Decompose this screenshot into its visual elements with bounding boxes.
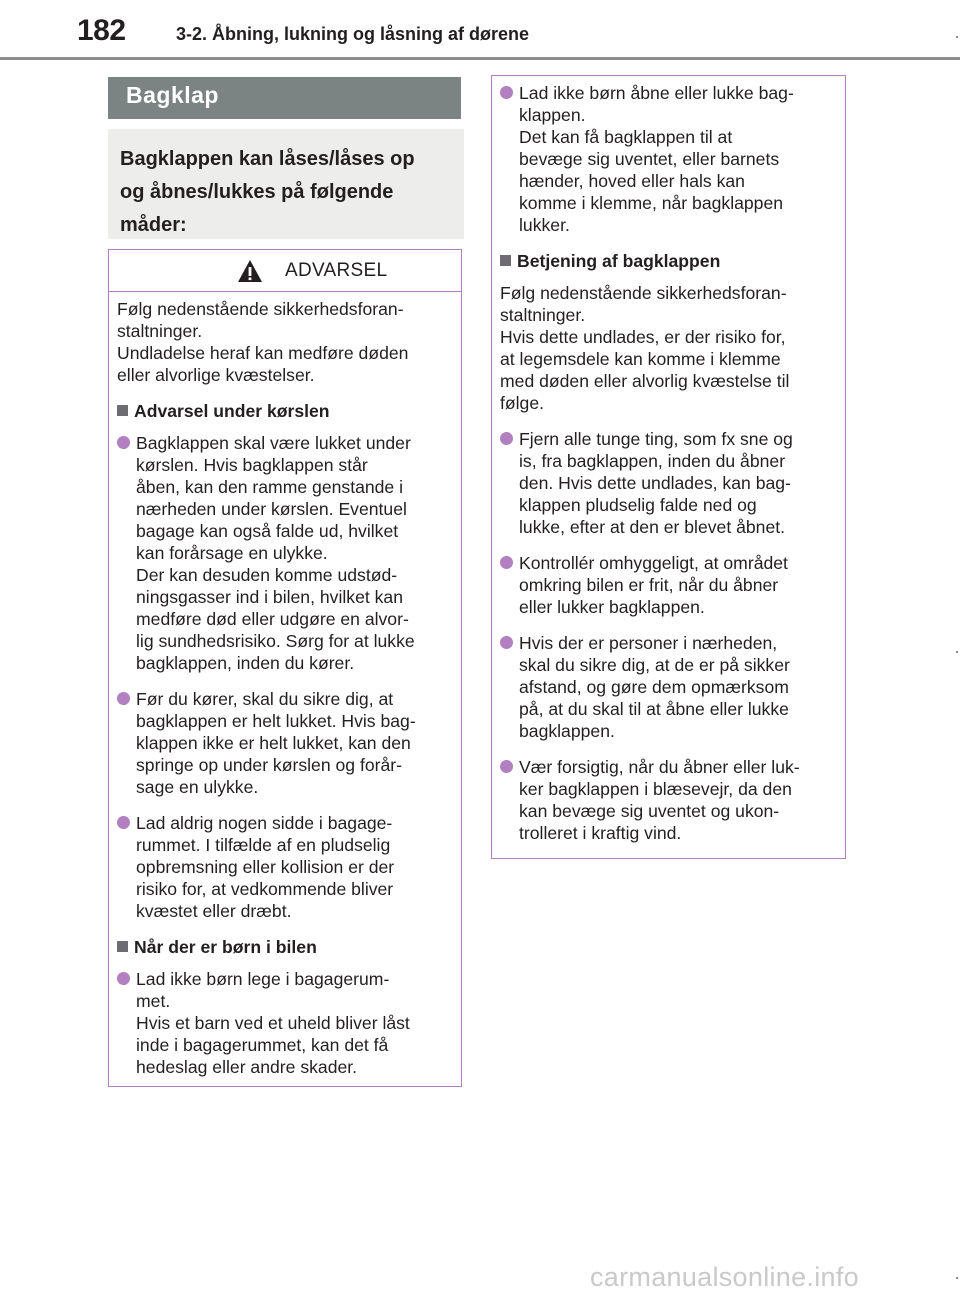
edge-mark [956, 1277, 958, 1279]
text-line: Følg nedenstående sikkerhedsforan- [117, 299, 404, 319]
text-line: åben, kan den ramme genstande i [136, 477, 404, 497]
text-line: klappen pludselig falde ned og [519, 495, 757, 515]
text-line: afstand, og gøre dem opmærksom [519, 677, 789, 697]
text-line: nærheden under kørslen. Eventuel [136, 499, 407, 519]
text-line: met. [136, 991, 171, 1011]
text-line: bagklappen er helt lukket. Hvis bag- [136, 711, 416, 731]
warning-header [109, 250, 461, 292]
intro-line: Bagklappen kan låses/låses op [120, 148, 415, 170]
subheading [500, 250, 837, 272]
subheading [117, 936, 453, 958]
bullet-dot-icon [500, 432, 513, 445]
subheading-text: Advarsel under kørslen [134, 401, 330, 421]
square-bullet-icon [500, 255, 511, 266]
text-line: bagklappen. [519, 721, 615, 741]
page-header [0, 0, 960, 64]
warning-box-right [491, 75, 846, 859]
text-line: bevæge sig uventet, eller barnets [519, 149, 780, 169]
watermark: carmanualsonline.info [590, 1262, 859, 1292]
bullet-item [500, 82, 837, 236]
text-line: Det kan få bagklappen til at [519, 127, 733, 147]
text-line: kvæstet eller dræbt. [136, 901, 292, 921]
text-line: Lad aldrig nogen sidde i bagage- [136, 813, 393, 833]
page-number: 182 [77, 14, 126, 47]
text-line: kørslen. Hvis bagklappen står [136, 455, 368, 475]
text-line: sage en ulykke. [136, 777, 259, 797]
text-line: hedeslag eller andre skader. [136, 1057, 358, 1077]
text-line: Fjern alle tunge ting, som fx sne og [519, 429, 793, 449]
bullet-item [500, 756, 837, 844]
bullet-dot-icon [117, 816, 130, 829]
edge-mark [956, 651, 958, 653]
intro-box [108, 129, 464, 239]
text-line: trolleret i kraftig vind. [519, 823, 682, 843]
text-line: Lad ikke børn åbne eller lukke bag- [519, 83, 794, 103]
text-line: eller lukker bagklappen. [519, 597, 705, 617]
subheading [117, 400, 453, 422]
text-line: Hvis dette undlades, er der risiko for, [500, 327, 786, 347]
text-line: hænder, hoved eller hals kan [519, 171, 745, 191]
text-line: skal du sikre dig, at de er på sikker [519, 655, 790, 675]
text-line: risiko for, at vedkommende bliver [136, 879, 394, 899]
text-line: klappen. [519, 105, 586, 125]
bullet-item [500, 428, 837, 538]
square-bullet-icon [117, 941, 128, 952]
edge-mark [956, 36, 958, 38]
bullet-dot-icon [117, 972, 130, 985]
warning-intro [500, 282, 837, 414]
text-line: Der kan desuden komme udstød- [136, 565, 398, 585]
text-line: rummet. I tilfælde af en pludselig [136, 835, 391, 855]
text-line: den. Hvis dette undlades, kan bag- [519, 473, 791, 493]
text-line: Før du kører, skal du sikre dig, at [136, 689, 394, 709]
bullet-item [500, 632, 837, 742]
text-line: ker bagklappen i blæsevejr, da den [519, 779, 792, 799]
section-title: Bagklap [108, 77, 461, 119]
text-line: Kontrollér omhyggeligt, at området [519, 553, 788, 573]
text-line: kan forårsage en ulykke. [136, 543, 328, 563]
text-line: is, fra bagklappen, inden du åbner [519, 451, 786, 471]
text-line: Hvis et barn ved et uheld bliver låst [136, 1013, 410, 1033]
bullet-item [117, 432, 453, 674]
text-line: staltninger. [117, 321, 203, 341]
text-line: Følg nedenstående sikkerhedsforan- [500, 283, 787, 303]
text-line: eller alvorlige kvæstelser. [117, 365, 315, 385]
text-line: Undladelse heraf kan medføre døden [117, 343, 409, 363]
square-bullet-icon [117, 405, 128, 416]
bullet-item [500, 552, 837, 618]
text-line: omkring bilen er frit, når du åbner [519, 575, 779, 595]
text-line: kan bevæge sig uventet og ukon- [519, 801, 780, 821]
text-line: lukker. [519, 215, 570, 235]
text-line: lukke, efter at den er blevet åbnet. [519, 517, 786, 537]
bullet-dot-icon [500, 86, 513, 99]
intro-line: og åbnes/lukkes på følgende [120, 181, 394, 203]
text-line: Bagklappen skal være lukket under [136, 433, 411, 453]
text-line: opbremsning eller kollision er der [136, 857, 395, 877]
bullet-dot-icon [117, 692, 130, 705]
text-line: bagage kan også falde ud, hvilket [136, 521, 399, 541]
bullet-item [117, 812, 453, 922]
text-line: lig sundhedsrisiko. Sørg for at lukke [136, 631, 415, 651]
subheading-text: Betjening af bagklappen [517, 251, 721, 271]
warning-label: ADVARSEL [285, 260, 388, 281]
text-line: staltninger. [500, 305, 586, 325]
warning-triangle-icon [237, 259, 263, 283]
bullet-dot-icon [500, 556, 513, 569]
chapter-title: 3-2. Åbning, lukning og låsning af dørene [176, 24, 530, 44]
text-line: komme i klemme, når bagklappen [519, 193, 784, 213]
text-line: Lad ikke børn lege i bagagerum- [136, 969, 390, 989]
bullet-item [117, 968, 453, 1078]
text-line: ningsgasser ind i bilen, hvilket kan [136, 587, 403, 607]
text-line: inde i bagagerummet, kan det få [136, 1035, 389, 1055]
bullet-dot-icon [500, 636, 513, 649]
text-line: følge. [500, 393, 545, 413]
warning-intro [117, 298, 453, 386]
bullet-item [117, 688, 453, 798]
bullet-dot-icon [117, 436, 130, 449]
header-rule [0, 57, 960, 60]
text-line: på, at du skal til at åbne eller lukke [519, 699, 789, 719]
subheading-text: Når der er børn i bilen [134, 937, 317, 957]
text-line: Vær forsigtig, når du åbner eller luk- [519, 757, 800, 777]
bullet-dot-icon [500, 760, 513, 773]
text-line: medføre død eller udgøre en alvor- [136, 609, 409, 629]
text-line: med døden eller alvorlig kvæstelse til [500, 371, 790, 391]
warning-box-left [108, 249, 462, 1087]
text-line: klappen ikke er helt lukket, kan den [136, 733, 411, 753]
text-line: springe op under kørslen og forår- [136, 755, 402, 775]
intro-line: måder: [120, 214, 187, 236]
text-line: bagklappen, inden du kører. [136, 653, 355, 673]
text-line: at legemsdele kan komme i klemme [500, 349, 781, 369]
text-line: Hvis der er personer i nærheden, [519, 633, 778, 653]
